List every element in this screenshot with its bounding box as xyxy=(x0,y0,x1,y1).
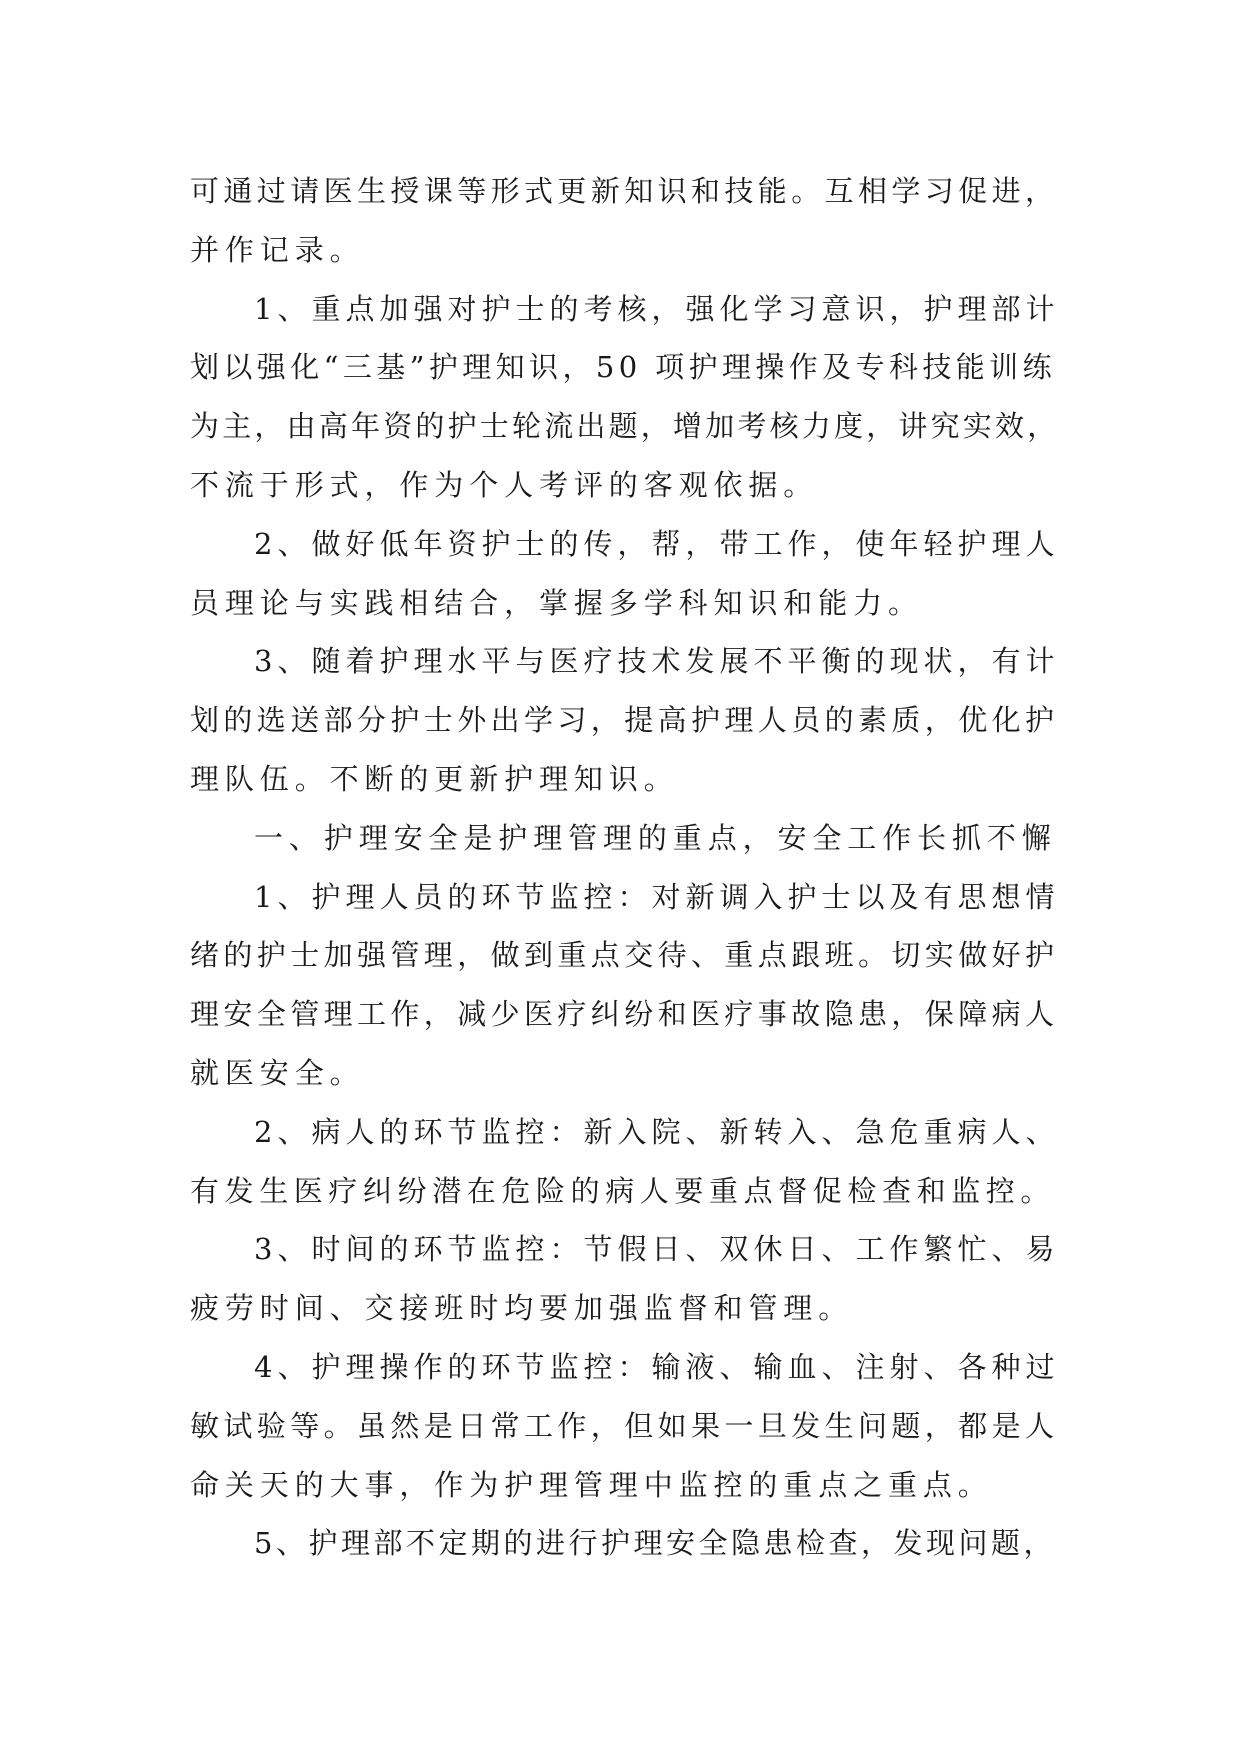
document-body xyxy=(190,162,1060,1573)
text-line: 理安全管理工作，减少医疗纠纷和医疗事故隐患，保障病人 xyxy=(190,997,1059,1032)
text-line: 疲劳时间、交接班时均要加强监督和管理。 xyxy=(190,1291,854,1326)
text-line: 3、时间的环节监控：节假日、双休日、工作繁忙、易 xyxy=(254,1232,1060,1267)
text-line: 3、随着护理水平与医疗技术发展不平衡的现状，有计 xyxy=(254,644,1060,679)
text-line: 5、护理部不定期的进行护理安全隐患检查，发现问题， xyxy=(254,1526,1056,1561)
text-line: 就医安全。 xyxy=(190,1055,365,1090)
text-line: 命关天的大事，作为护理管理中监控的重点之重点。 xyxy=(190,1467,993,1502)
text-line: 不流于形式，作为个人考评的客观依据。 xyxy=(190,467,819,502)
text-line: 一、护理安全是护理管理的重点，安全工作长抓不懈 xyxy=(254,820,1057,855)
text-line: 理队伍。不断的更新护理知识。 xyxy=(190,761,679,796)
text-line: 绪的护士加强管理，做到重点交待、重点跟班。切实做好护 xyxy=(190,938,1059,973)
text-line: 敏试验等。虽然是日常工作，但如果一旦发生问题，都是人 xyxy=(190,1408,1059,1443)
text-line: 有发生医疗纠纷潜在危险的病人要重点督促检查和监控。 xyxy=(190,1173,1056,1208)
text-line: 为主，由高年资的护士轮流出题，增加考核力度，讲究实效， xyxy=(190,409,1060,444)
text-line: 1、护理人员的环节监控：对新调入护士以及有思想情 xyxy=(254,879,1060,914)
text-line: 4、护理操作的环节监控：输液、输血、注射、各种过 xyxy=(254,1349,1060,1384)
text-line: 可通过请医生授课等形式更新知识和技能。互相学习促进， xyxy=(190,174,1059,208)
text-line: 2、做好低年资护士的传，帮，带工作，使年轻护理人 xyxy=(254,526,1060,561)
text-line: 2、病人的环节监控：新入院、新转入、急危重病人、 xyxy=(254,1114,1060,1149)
text-line: 并作记录。 xyxy=(190,232,365,267)
text-line: 划的选送部分护士外出学习，提高护理人员的素质，优化护 xyxy=(190,703,1059,738)
text-line: 1、重点加强对护士的考核，强化学习意识，护理部计 xyxy=(254,291,1060,326)
text-line: 划以强化“三基”护理知识，50 项护理操作及专科技能训练 xyxy=(190,350,1056,385)
text-line: 员理论与实践相结合，掌握多学科知识和能力。 xyxy=(190,585,923,620)
